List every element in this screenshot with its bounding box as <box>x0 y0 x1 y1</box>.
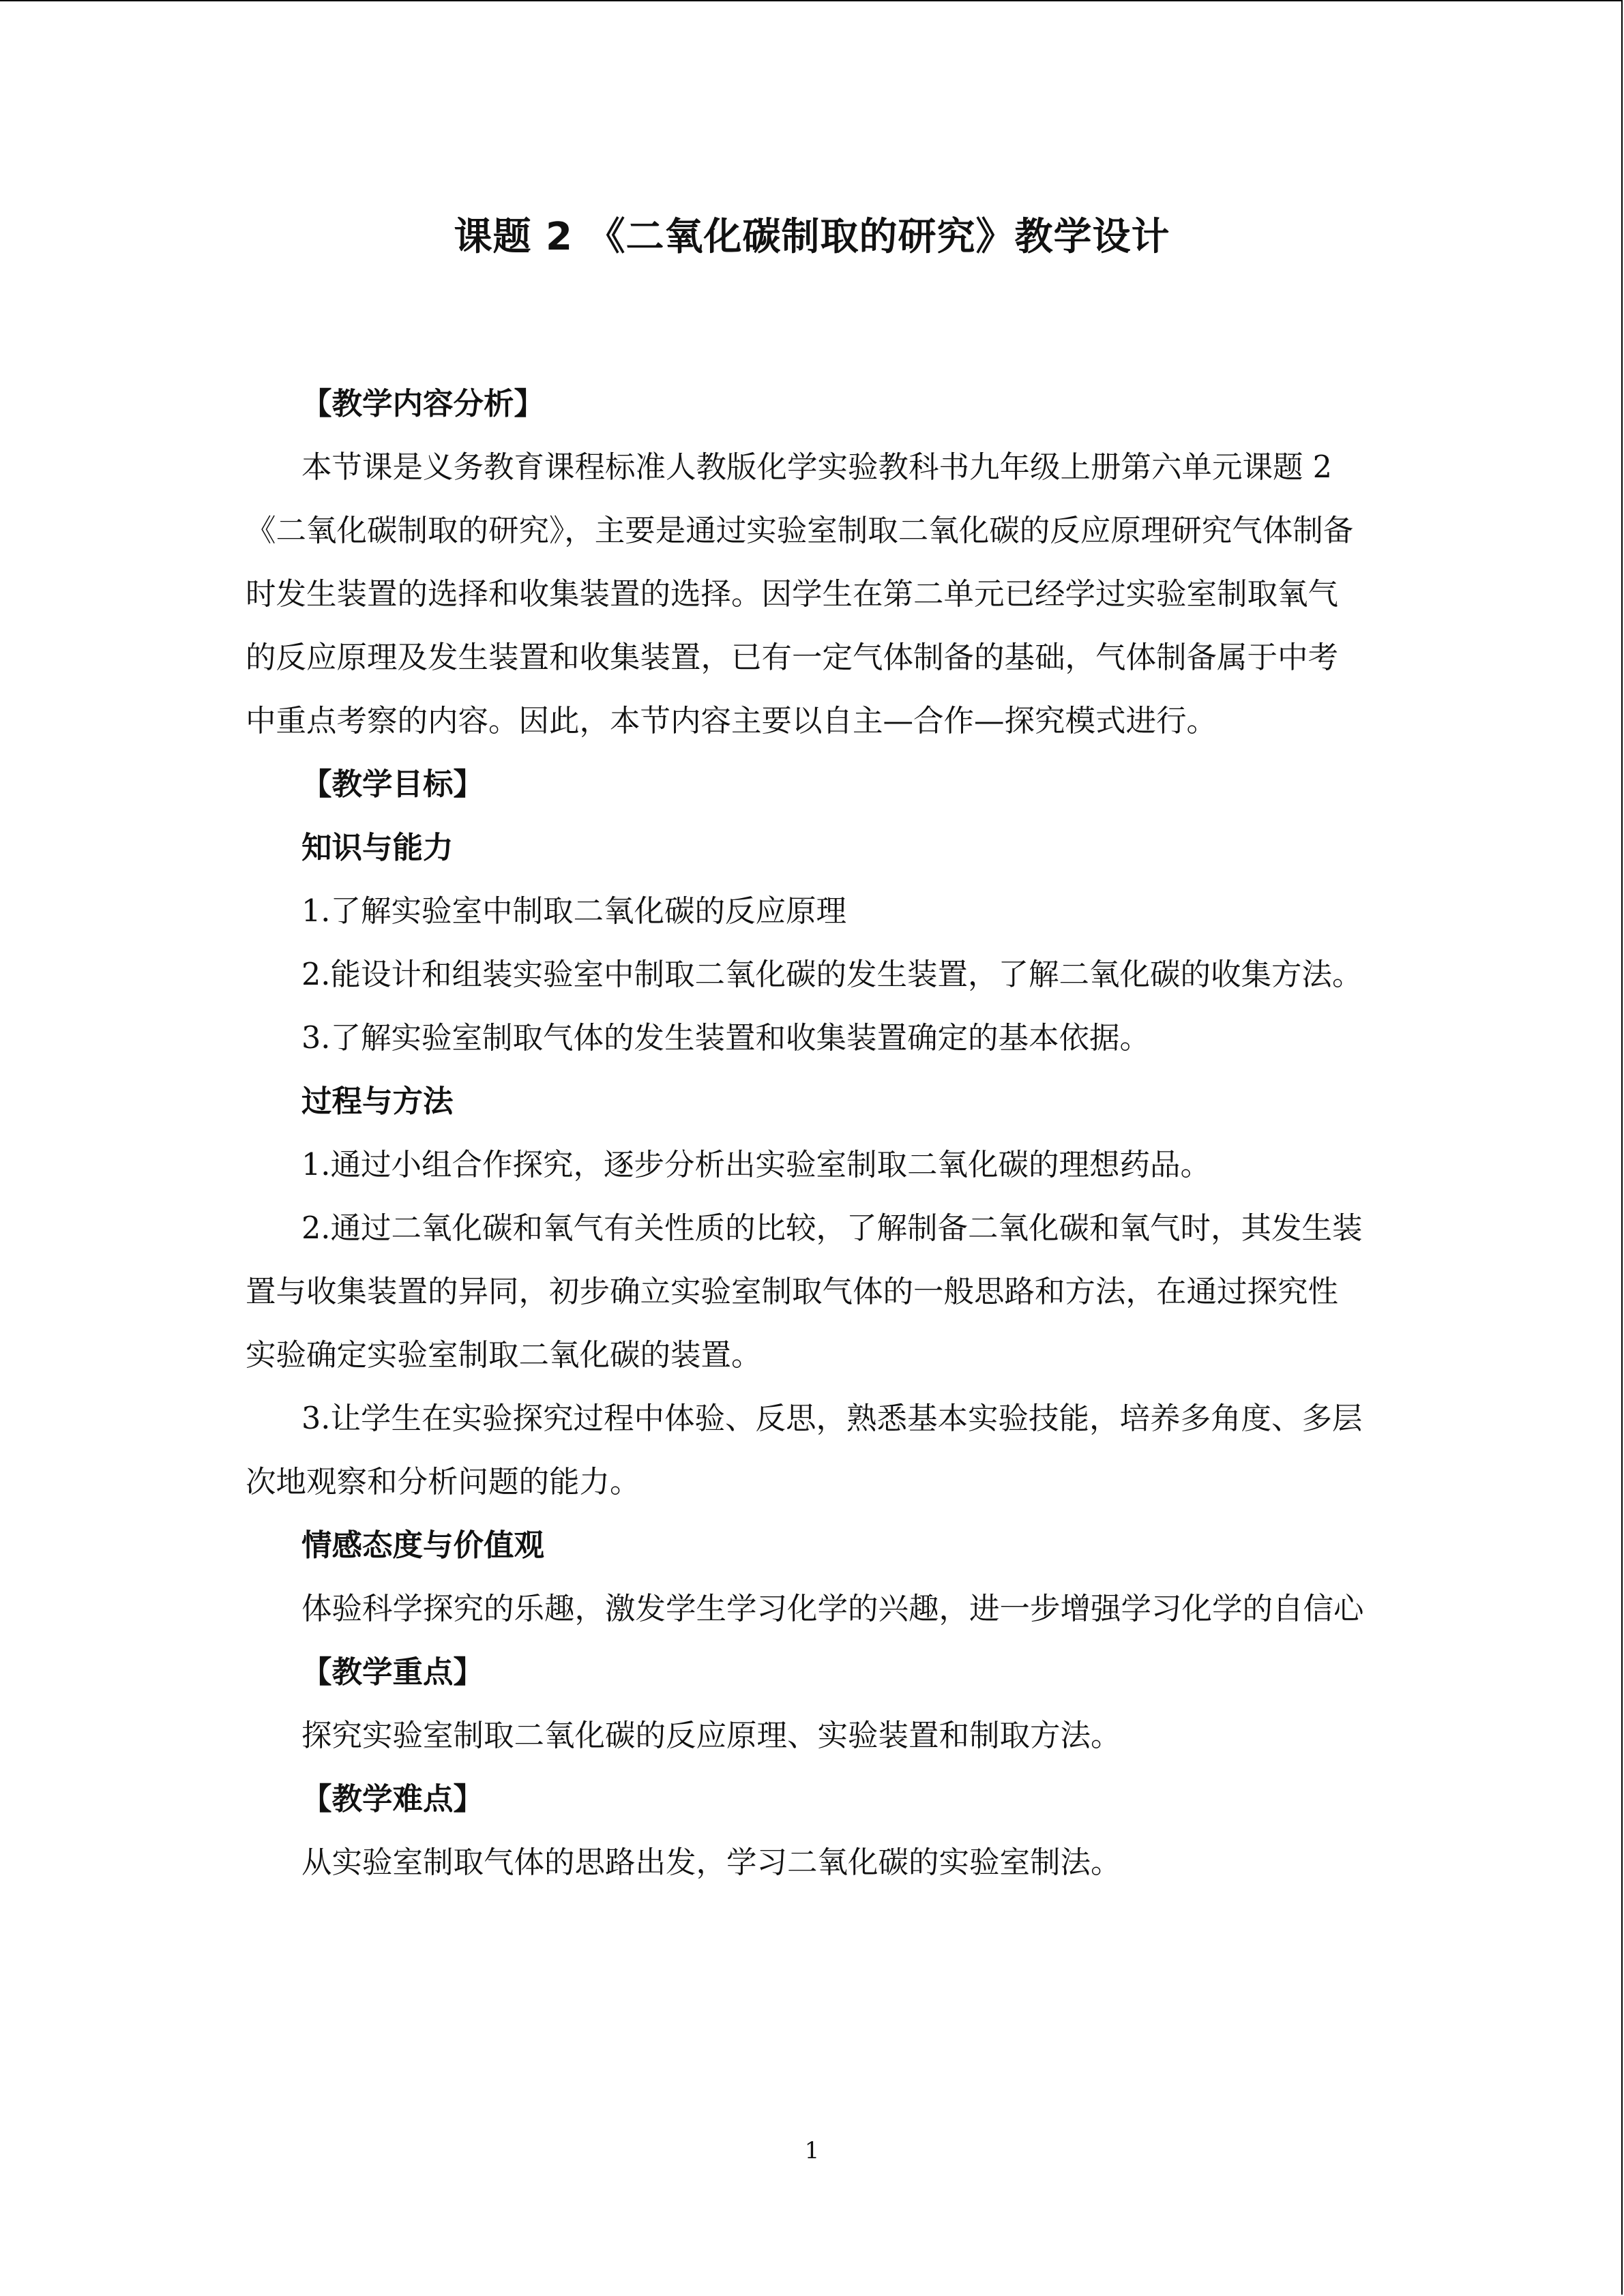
paragraph-emotion: 体验科学探究的乐趣，激发学生学习化学的兴趣，进一步增强学习化学的自信心 <box>301 1592 1364 1626</box>
subheading-process: 过程与方法 <box>301 1084 454 1119</box>
subheading-knowledge: 知识与能力 <box>301 831 454 865</box>
paragraph-content-analysis: 本节课是义务教育课程标准人教版化学实验教科书九年级上册第六单元课题 2《二氧化碳制取的研究》，主要是通过实验室制取二氧化碳的反应原理研究气体制备时发生装置的选择和收集装置的选择。因学生在第二单元已经学过实验室制取氧气的反应原理及发生装置和收集装置，已有一定气体制备的基础，气体制备属于中考中重点考察的内容。因此，本节内容主要以自主—合作—探究模式进行。 <box>246 450 1354 739</box>
section-heading-difficulties: 【教学难点】 <box>301 1782 484 1817</box>
page-number: 1 <box>804 2137 820 2164</box>
section-heading-key-points: 【教学重点】 <box>301 1655 484 1690</box>
subheading-emotion: 情感态度与价值观 <box>301 1528 545 1563</box>
section-heading-content-analysis: 【教学内容分析】 <box>301 387 545 421</box>
list-item-process-2: 2.通过二氧化碳和氧气有关性质的比较，了解制备二氧化碳和氧气时，其发生装置与收集装置的异同，初步确立实验室制取气体的一般思路和方法，在通过探究性实验确定实验室制取二氧化碳的装置。 <box>246 1211 1363 1373</box>
list-item-knowledge-1: 1.了解实验室中制取二氧化碳的反应原理 <box>301 894 846 929</box>
list-item-process-1: 1.通过小组合作探究，逐步分析出实验室制取二氧化碳的理想药品。 <box>301 1148 1211 1182</box>
document-title: 课题 2 《二氧化碳制取的研究》教学设计 <box>454 215 1170 259</box>
document-body <box>246 372 1364 1894</box>
list-item-knowledge-2: 2.能设计和组装实验室中制取二氧化碳的发生装置，了解二氧化碳的收集方法。 <box>301 957 1363 992</box>
section-heading-goals: 【教学目标】 <box>301 767 484 802</box>
list-item-knowledge-3: 3.了解实验室制取气体的发生装置和收集装置确定的基本依据。 <box>301 1021 1150 1056</box>
paragraph-key-points: 探究实验室制取二氧化碳的反应原理、实验装置和制取方法。 <box>301 1718 1121 1753</box>
paragraph-difficulties: 从实验室制取气体的思路出发，学习二氧化碳的实验室制法。 <box>301 1845 1121 1880</box>
list-item-process-3: 3.让学生在实验探究过程中体验、反思，熟悉基本实验技能，培养多角度、多层次地观察和分析问题的能力。 <box>246 1401 1363 1500</box>
